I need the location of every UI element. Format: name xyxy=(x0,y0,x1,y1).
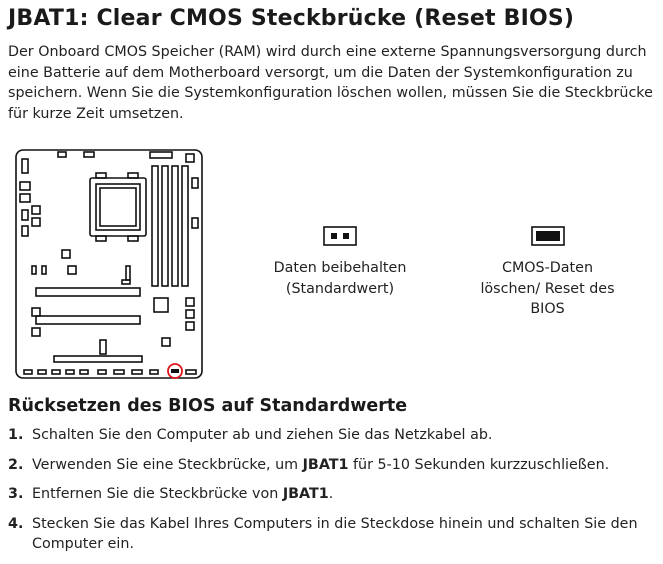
section-title: Rücksetzen des BIOS auf Standardwerte xyxy=(8,396,408,416)
motherboard-diagram xyxy=(14,148,206,382)
list-item xyxy=(8,425,658,446)
step-number: 3. xyxy=(8,486,24,502)
jumper-option-label: CMOS-Daten löschen/ Reset des BIOS xyxy=(480,260,615,317)
step-number: 1. xyxy=(8,427,24,443)
step-number: 4. xyxy=(8,515,24,532)
step-number: 2. xyxy=(8,456,24,473)
dimm-slot-1 xyxy=(152,166,158,286)
jumper-option-clear-cmos xyxy=(470,226,625,320)
list-item xyxy=(8,484,658,505)
jumper-closed-icon xyxy=(531,226,565,246)
intro-paragraph: Der Onboard CMOS Speicher (RAM) wird durch eine externe Spannungsversorgung durch eine Batterie auf dem Motherboard versorgt, um die Daten der Systemkonfiguration zu speichern. Wenn Sie die Systemkonfiguration löschen wollen, müssen Sie die Steckbrücke für kurze Zeit umsetzen. xyxy=(8,44,653,122)
step-text: Stecken Sie das Kabel Ihres Computers in die Steckdose hinein und schalten Sie den Computer ein. xyxy=(32,515,638,552)
page-title: JBAT1: Clear CMOS Steckbrücke (Reset BIOS) xyxy=(8,6,575,31)
step-text: Entfernen Sie die Steckbrücke von JBAT1. xyxy=(32,486,334,502)
dimm-slot-2 xyxy=(162,166,168,286)
jumper-option-keep-data xyxy=(270,226,410,299)
jumper-name: JBAT1 xyxy=(282,486,329,502)
pcie-slot-2 xyxy=(36,316,140,324)
dimm-slot-3 xyxy=(172,166,178,286)
step-text: Verwenden Sie eine Steckbrücke, um JBAT1 für 5-10 Sekunden kurzzuschließen. xyxy=(32,456,610,473)
list-item xyxy=(8,514,658,555)
steps-list xyxy=(8,425,658,564)
pcie-slot-3 xyxy=(54,356,142,362)
list-item xyxy=(8,455,658,476)
dimm-slot-4 xyxy=(182,166,188,286)
jumper-option-label: Daten beibehalten (Standardwert) xyxy=(273,260,407,297)
pcie-slot-1 xyxy=(36,288,140,296)
jumper-name: JBAT1 xyxy=(302,456,349,473)
jumper-open-icon xyxy=(323,226,357,246)
cpu-socket xyxy=(90,178,146,236)
step-text: Schalten Sie den Computer ab und ziehen Sie das Netzkabel ab. xyxy=(32,427,493,443)
